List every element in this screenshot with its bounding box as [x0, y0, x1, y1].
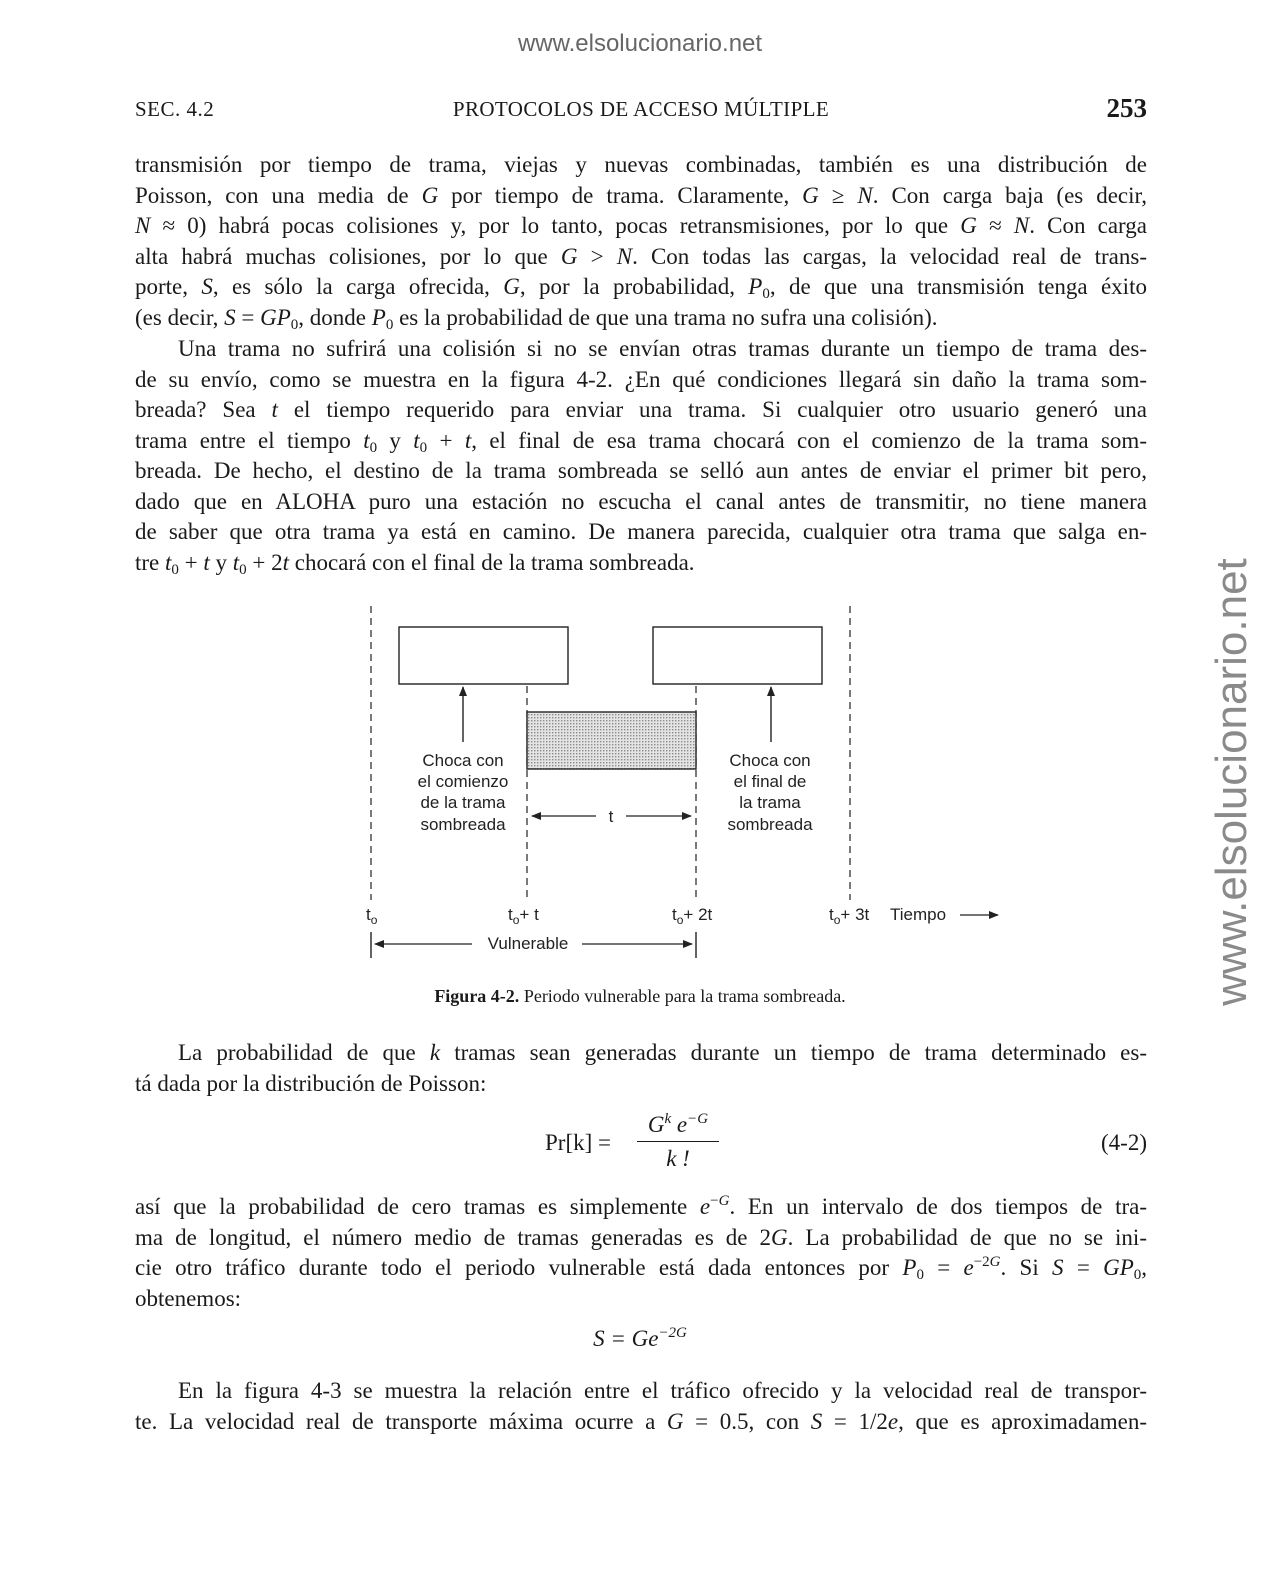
right-label-line: sombreada: [727, 815, 813, 834]
paragraph-5: [135, 1376, 1147, 1437]
text-line: obtenemos:: [135, 1285, 242, 1311]
text-line: te. La velocidad real de transporte máxima ocurre a G = 0.5, con S = 1/2e, que es aproximadamen-: [135, 1408, 1147, 1434]
text-line: Una trama no sufrirá una colisión si no se envían otras tramas durante un tiempo de trama des-: [178, 336, 1147, 361]
caption-label: Figura 4-2.: [434, 986, 520, 1006]
text-line: tre $t_0 + t$ y $t_0 + 2t$ chocará con el final de la trama sombreada.: [135, 549, 695, 578]
text-line: (es decir, $S = GP_0$, donde $P_0$ es la probabilidad de que una trama no sufra una colisión).: [135, 304, 938, 333]
text-line: porte, S, es sólo la carga ofrecida, G, por la probabilidad, $P_0$, de que una transmisión tenga éxito: [135, 274, 1147, 302]
frame-box-right: [653, 627, 822, 684]
equation-throughput: $S = Ge^{-2G}$: [593, 1325, 687, 1351]
right-label-line: el final de: [733, 772, 807, 791]
tick-label-t3: $t_o+ 3t$: [829, 905, 870, 927]
text-line: En la figura 4-3 se muestra la relación entre el tráfico ofrecido y la velocidad real de transpor-: [178, 1378, 1147, 1403]
text-line: breada. De hecho, el destino de la trama sombreada se selló aun antes de enviar el primer bit pero,: [135, 458, 1147, 483]
paragraph-4: [135, 1192, 1147, 1314]
text-line: breada? Sea t el tiempo requerido para enviar una trama. Si cualquier otro usuario generó una: [135, 397, 1148, 422]
t-label: t: [608, 807, 614, 826]
equation-numerator: $G^k$ $e^{-G}$: [647, 1111, 709, 1137]
left-label-line: de la trama: [420, 793, 506, 812]
equation-lhs: Pr[k] =: [545, 1130, 611, 1155]
left-label-line: el comienzo: [417, 772, 509, 791]
paragraph-3: [135, 1038, 1147, 1099]
text-line: N ≈ 0) habrá pocas colisiones y, por lo tanto, pocas retransmisiones, por lo que G ≈ N. Con carga: [135, 213, 1147, 238]
frame-box-left: [399, 627, 568, 684]
text-line: cie otro tráfico durante todo el periodo vulnerable está dada entonces por $P_0 = e^{-2G}$. Si $S = GP_0$,: [135, 1254, 1147, 1283]
equation-fraction: [637, 1112, 719, 1172]
text-line: dado que en ALOHA puro una estación no escucha el canal antes de transmitir, no tiene manera: [135, 488, 1147, 514]
tick-label-t2: $t_o+ 2t$: [672, 905, 713, 927]
left-label-line: sombreada: [420, 815, 506, 834]
equation-denominator: k !: [666, 1146, 690, 1171]
text-line: ma de longitud, el número medio de tramas generadas es de 2G. La probabilidad de que no se ini-: [135, 1224, 1147, 1250]
tick-label-t1: $t_o+ t$: [508, 905, 539, 927]
figure-caption: [0, 986, 1280, 1007]
text-line: alta habrá muchas colisiones, por lo que G > N. Con todas las cargas, la velocidad real de trans-: [135, 243, 1147, 269]
vulnerable-label: Vulnerable: [487, 934, 569, 953]
right-label-line: la trama: [739, 793, 801, 812]
text-line: La probabilidad de que k tramas sean generadas durante un tiempo de trama determinado es-: [178, 1040, 1148, 1065]
text-line: tá dada por la distribución de Poisson:: [135, 1070, 487, 1096]
tick-label-t0: $t_o$: [366, 905, 378, 927]
shaded-frame: [527, 712, 696, 769]
equation-number: (4-2): [1101, 1130, 1147, 1155]
fraction-bar: [637, 1141, 719, 1142]
text-line: así que la probabilidad de cero tramas es simplemente $e^{-G}$. En un intervalo de dos tiempos de tra-: [135, 1193, 1147, 1219]
text-line: transmisión por tiempo de trama, viejas y nuevas combinadas, también es una distribución de: [135, 152, 1147, 177]
section-label: SEC. 4.2: [135, 97, 215, 121]
text-line: de su envío, como se muestra en la figura 4-2. ¿En qué condiciones llegará sin daño la trama som-: [135, 366, 1147, 392]
text-line: Poisson, con una media de G por tiempo de trama. Claramente, G ≥ N. Con carga baja (es decir,: [135, 182, 1148, 208]
watermark-top: www.elsolucionario.net: [517, 30, 763, 57]
caption-text: Periodo vulnerable para la trama sombreada.: [523, 986, 846, 1006]
left-label-line: Choca con: [422, 751, 504, 770]
text-line: de saber que otra trama ya está en camino. De manera parecida, cualquier otra trama que salga en-: [135, 519, 1147, 544]
text-line: trama entre el tiempo $t_0$ y $t_0 + t$, el final de esa trama chocará con el comienzo de la trama som-: [135, 427, 1147, 456]
chapter-title: PROTOCOLOS DE ACCESO MÚLTIPLE: [452, 97, 830, 121]
time-label: Tiempo: [890, 905, 947, 924]
watermark-side-text: www.elsolucionario.net: [1207, 558, 1256, 1006]
right-label-line: Choca con: [729, 751, 811, 770]
page-number: 253: [1106, 93, 1147, 123]
